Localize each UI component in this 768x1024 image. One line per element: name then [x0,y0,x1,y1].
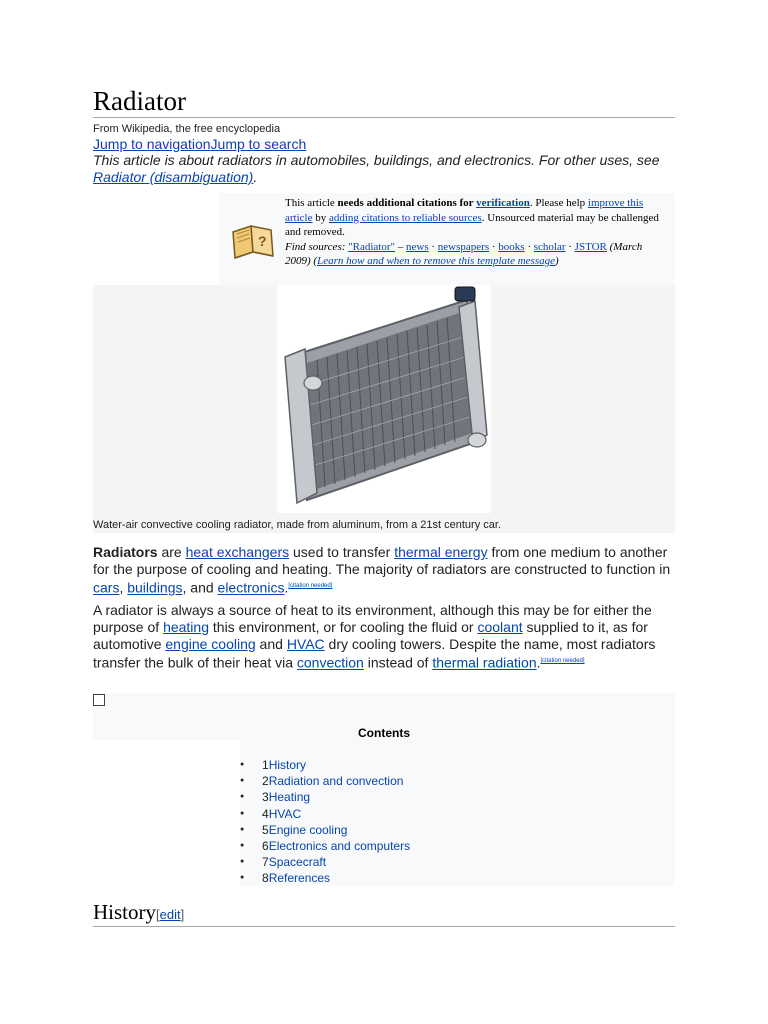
radiator-image[interactable] [277,285,491,513]
toc-list [240,757,410,887]
coolant-link[interactable]: coolant [477,619,523,635]
thermal-radiation-link[interactable]: thermal radiation [432,654,537,671]
hvac-link[interactable]: HVAC [286,636,325,652]
toc-item-engine-cooling[interactable]: ● 5Engine cooling [240,822,410,838]
find-books-link[interactable]: books [498,240,525,253]
toc-item-heating[interactable]: ● 3Heating [240,789,410,805]
history-divider [93,926,675,927]
svg-text:?: ? [258,233,267,249]
toc-item-hvac[interactable]: ● 4HVAC [240,806,410,822]
convection-link[interactable]: convection [296,654,364,671]
jump-to-navigation-link[interactable]: Jump to navigation [93,136,211,152]
intro-paragraph-1: Radiators are heat exchangers used to transfer thermal energy from one medium to another for the purpose of cooling and heating. The majority of radiators are constructed to function in cars, buildings, and electronics.[citation needed] [93,544,671,596]
electronics-link[interactable]: electronics [217,579,285,596]
find-scholar-link[interactable]: scholar [533,240,566,253]
cars-link[interactable]: cars [93,579,120,596]
book-question-icon [229,218,277,262]
toc-toggle-checkbox[interactable] [93,694,105,706]
page-title: Radiator [93,86,186,116]
citation-needed-link[interactable]: [citation needed] [288,583,333,589]
toc-item-electronics-and-computers[interactable]: ● 6Electronics and computers [240,838,410,854]
engine-cooling-link[interactable]: engine cooling [165,636,256,652]
find-news-link[interactable]: news [406,240,429,253]
buildings-link[interactable]: buildings [127,579,183,596]
heating-link[interactable]: heating [163,619,209,635]
edit-section-link[interactable]: edit [159,907,181,922]
verification-link[interactable]: verification [476,197,530,209]
toc-item-history[interactable]: ● 1History [240,757,410,773]
jump-links [93,136,306,152]
disambiguation-link[interactable]: Radiator (disambiguation) [93,169,254,185]
toc-item-references[interactable]: ● 8References [240,870,410,886]
toc-item-radiation-and-convection[interactable]: ● 2Radiation and convection [240,773,410,789]
heat-exchangers-link[interactable]: heat exchangers [185,544,290,560]
citation-needed-link[interactable]: [citation needed] [540,658,585,664]
section-heading-history: History[edit] [93,900,185,924]
find-newspapers-link[interactable]: newspapers [437,240,490,253]
learn-remove-template-link[interactable]: Learn how and when to remove this template message [317,255,555,267]
find-jstor-link[interactable]: JSTOR [574,240,607,253]
citation-notice-text: This article needs additional citations for verification. Please help improve this article by adding citations to reliable sources. Unsourced material may be challenged and removed. Find sources: "Radiator" – news · newspapers · books · scholar · JSTOR (March 2009) (Learn how and when to remove this template message) [285,197,659,267]
hatnote: This article is about radiators in automobiles, buildings, and electronics. For other uses, see Radiator (disambiguation). [93,152,660,185]
figure-caption: Water-air convective cooling radiator, made from aluminum, from a 21st century car. [93,519,501,531]
intro-paragraph-2: A radiator is always a source of heat to its environment, although this may be for either the purpose of heating this environment, or for cooling the fluid or coolant supplied to it, as for automotive engine cooling and HVAC dry cooling towers. Despite the name, most radiators transfer the bulk of their heat via convection instead of thermal radiation.[citation needed] [93,602,656,671]
site-subtitle: From Wikipedia, the free encyclopedia [93,123,281,135]
toc-left-margin [93,740,240,886]
title-divider [93,117,675,118]
thermal-energy-link[interactable]: thermal energy [394,544,488,560]
toc-title: Contents [358,726,410,740]
adding-citations-link[interactable]: adding citations to reliable sources [328,211,482,224]
find-radiator-link[interactable]: "Radiator" [348,240,395,253]
improve-article-link[interactable]: improve this article [285,197,644,224]
jump-to-search-link[interactable]: Jump to search [210,136,307,152]
toc-item-spacecraft[interactable]: ● 7Spacecraft [240,854,410,870]
